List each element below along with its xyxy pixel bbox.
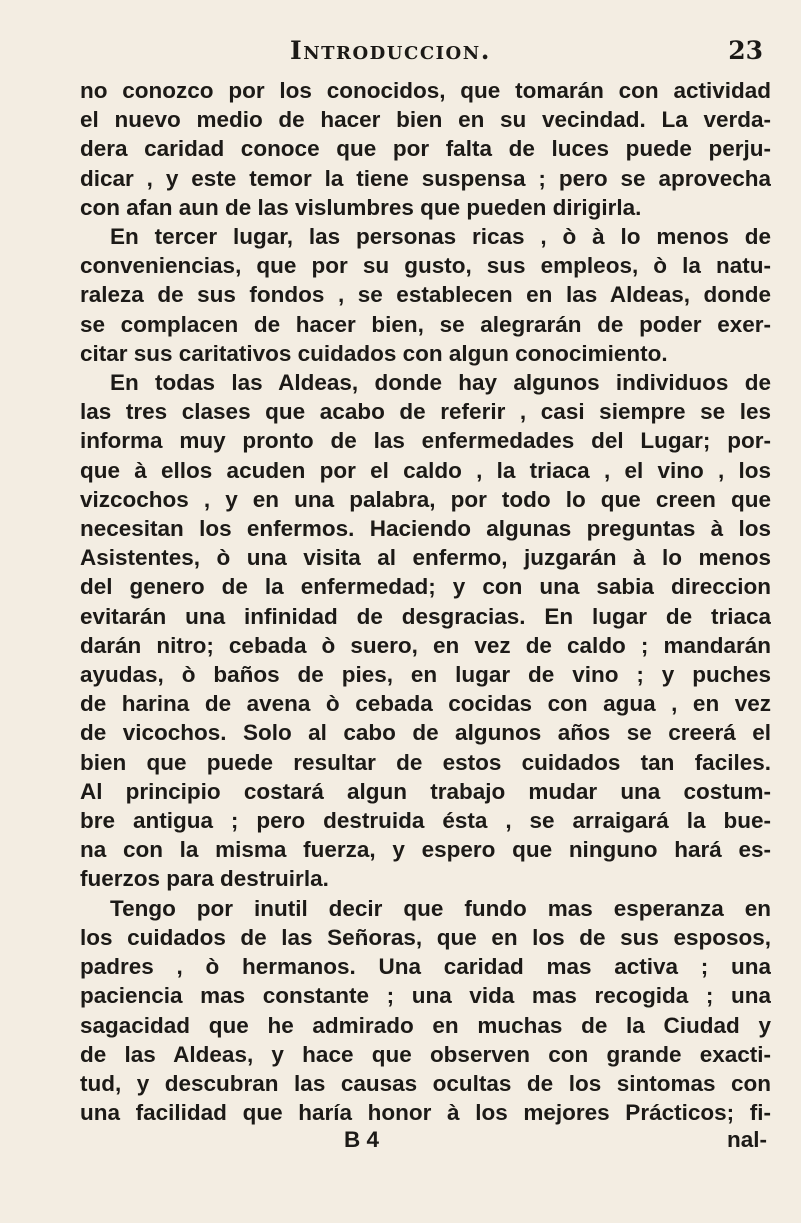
text-line: de las Aldeas, y hace que observen con grande exacti-	[80, 1041, 771, 1067]
text-line: el nuevo medio de hacer bien en su vecindad. La verda-	[80, 107, 771, 133]
text-line: na con la misma fuerza, y espero que ninguno hará es-	[80, 837, 771, 863]
text-line: citar sus caritativos cuidados con algun conocimiento.	[80, 340, 668, 366]
text-line: bre antigua ; pero destruida ésta , se arraigará la bue-	[80, 808, 771, 834]
text-line: vizcochos , y en una palabra, por todo lo que creen que	[80, 486, 771, 512]
text-line: fuerzos para destruirla.	[80, 866, 329, 892]
text-line: dera caridad conoce que por falta de luces puede perju-	[80, 136, 771, 162]
text-line: necesitan los enfermos. Haciendo algunas preguntas à los	[80, 516, 771, 542]
text-line: evitarán una infinidad de desgracias. En lugar de triaca	[80, 603, 771, 629]
text-line: En tercer lugar, las personas ricas , ò à lo menos de	[110, 224, 771, 250]
text-line: bien que puede resultar de estos cuidados tan faciles.	[80, 749, 771, 775]
text-line: las tres clases que acabo de referir , casi siempre se les	[80, 399, 771, 425]
text-line: padres , ò hermanos. Una caridad mas activa ; una	[80, 954, 771, 980]
text-line: Asistentes, ò una visita al enfermo, juzgarán à lo menos	[80, 545, 771, 571]
text-line: informa muy pronto de las enfermedades del Lugar; por-	[80, 428, 771, 454]
page-footer	[80, 1127, 771, 1157]
text-line: que à ellos acuden por el caldo , la triaca , el vino , los	[80, 457, 771, 483]
text-line: En todas las Aldeas, donde hay algunos individuos de	[110, 370, 771, 396]
text-line: de vicochos. Solo al cabo de algunos años se creerá el	[80, 720, 771, 746]
signature-mark: B 4	[344, 1127, 380, 1153]
text-line: del genero de la enfermedad; y con una sabia direccion	[80, 574, 771, 600]
text-line: conveniencias, que por su gusto, sus empleos, ò la natu-	[80, 253, 771, 279]
text-line: dicar , y este temor la tiene suspensa ; pero se aprovecha	[80, 165, 771, 191]
running-title: Introduccion.	[290, 36, 491, 65]
text-line: paciencia mas constante ; una vida mas recogida ; una	[80, 983, 771, 1009]
text-line: los cuidados de las Señoras, que en los de sus esposos,	[80, 924, 771, 950]
text-line: darán nitro; cebada ò suero, en vez de caldo ; mandarán	[80, 632, 771, 658]
text-line: raleza de sus fondos , se establecen en las Aldeas, donde	[80, 282, 771, 308]
text-line: de harina de avena ò cebada cocidas con agua , en vez	[80, 691, 771, 717]
text-line: con afan aun de las vislumbres que pueden dirigirla.	[80, 194, 642, 220]
text-line: ayudas, ò baños de pies, en lugar de vino ; y puches	[80, 662, 771, 688]
running-head	[80, 36, 771, 76]
catchword: nal-	[726, 1127, 767, 1153]
text-line: Al principio costará algun trabajo mudar una costum-	[80, 778, 771, 804]
page-number: 23	[728, 36, 763, 65]
text-line: no conozco por los conocidos, que tomarán con actividad	[80, 78, 771, 103]
text-line: sagacidad que he admirado en muchas de la Ciudad y	[80, 1012, 771, 1038]
text-line: tud, y descubran las causas ocultas de los sintomas con	[80, 1070, 771, 1096]
text-line: una facilidad que haría honor à los mejores Prácticos; fi-	[80, 1100, 771, 1126]
text-line: se complacen de hacer bien, se alegrarán de poder exer-	[80, 311, 771, 337]
body-text	[80, 76, 771, 1127]
text-line: Tengo por inutil decir que fundo mas esperanza en	[110, 895, 771, 921]
